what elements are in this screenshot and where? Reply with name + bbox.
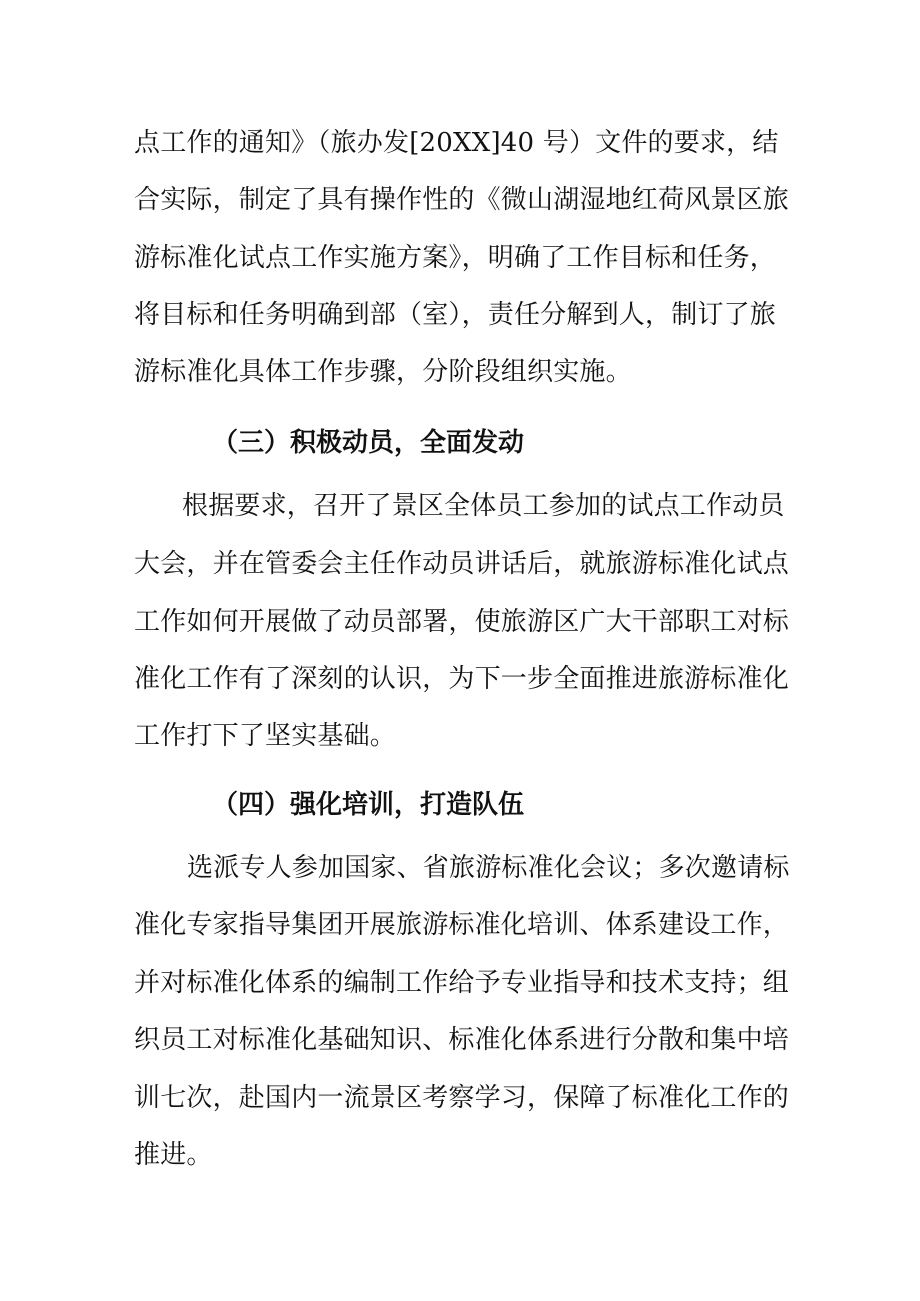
section4-line-1: 选派专人参加国家、省旅游标准化会议；多次邀请标 <box>187 853 790 883</box>
section3-line-2: 大会，并在管委会主任作动员讲话后，就旅游标准化试点 <box>134 549 790 579</box>
section3-line-4: 准化工作有了深刻的认识，为下一步全面推进旅游标准化 <box>134 664 790 694</box>
paragraph1-line-1: 点工作的通知》（旅办发[20XX]40 号）文件的要求，结 <box>134 128 779 158</box>
section4-line-5: 训七次，赴国内一流景区考察学习，保障了标准化工作的 <box>134 1083 790 1113</box>
paragraph1-line-4: 将目标和任务明确到部（室），责任分解到人，制订了旅 <box>134 300 777 330</box>
section3-line-5: 工作打下了坚实基础。 <box>134 721 397 751</box>
section3-line-3: 工作如何开展做了动员部署，使旅游区广大干部职工对标 <box>134 607 790 637</box>
paragraph1-line-2: 合实际，制定了具有操作性的《微山湖湿地红荷风景区旅 <box>134 185 790 215</box>
section4-line-6: 推进。 <box>134 1140 213 1170</box>
section4-line-2: 准化专家指导集团开展旅游标准化培训、体系建设工作， <box>134 910 790 940</box>
section3-line-1: 根据要求，召开了景区全体员工参加的试点工作动员 <box>182 491 785 521</box>
section4-line-4: 织员工对标准化基础知识、标准化体系进行分散和集中培 <box>134 1025 790 1055</box>
paragraph1-line-3: 游标准化试点工作实施方案》，明确了工作目标和任务， <box>134 243 777 273</box>
section4-line-3: 并对标准化体系的编制工作给予专业指导和技术支持；组 <box>134 968 790 998</box>
section3-heading: （三）积极动员，全面发动 <box>212 428 525 458</box>
paragraph1-line-5: 游标准化具体工作步骤，分阶段组织实施。 <box>134 357 632 387</box>
section4-heading: （四）强化培训，打造队伍 <box>212 790 525 820</box>
